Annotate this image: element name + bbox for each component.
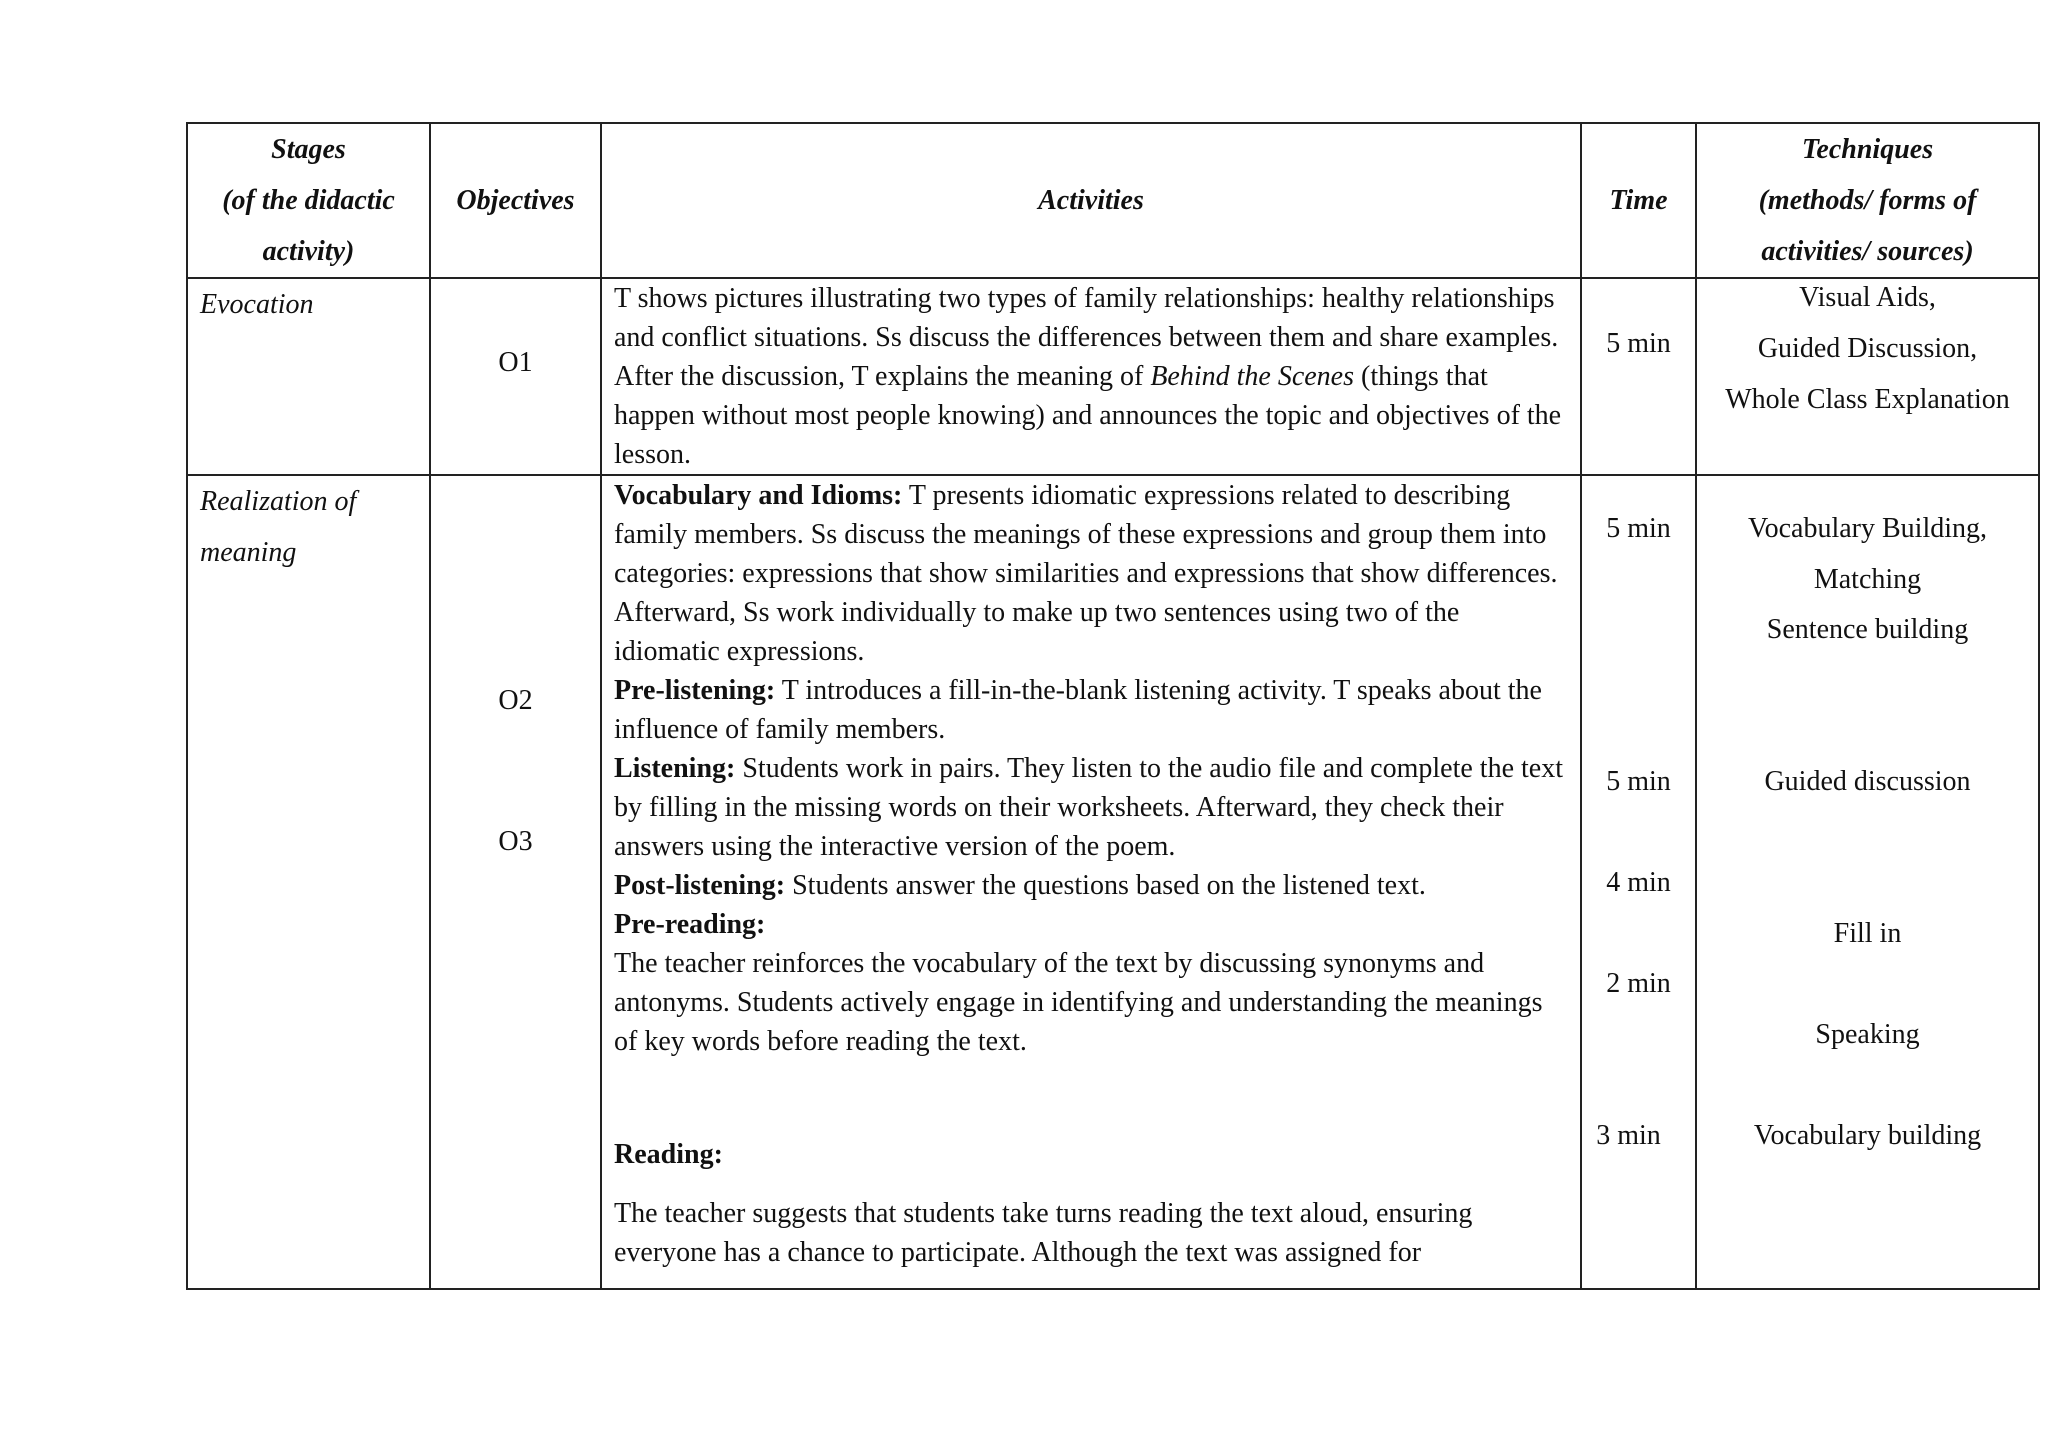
header-stages-line1: Stages	[271, 134, 346, 165]
activity-text: T presents idiomatic expressions related to describing family members. Ss discuss the meanings of these expressions and group them into categories: expressions that show similarities and expressions that show differences. Afterward, Ss work individually to make up two sentences using two of the idiomatic expressions.	[614, 480, 1558, 667]
stage-cell-evocation	[187, 278, 430, 475]
activity-heading: Listening:	[614, 753, 736, 784]
objective-cell-realization	[430, 475, 601, 1289]
technique-item: Guided discussion	[1764, 766, 1971, 797]
activity-text: Students answer the questions based on the listened text.	[785, 870, 1426, 901]
header-stages-line3: activity)	[262, 236, 355, 267]
activity-cell-evocation	[601, 278, 1581, 475]
activity-heading: Reading:	[614, 1139, 723, 1170]
objective-cell-evocation	[430, 278, 601, 475]
activity-prelistening	[614, 671, 1568, 749]
activity-prereading-heading	[614, 905, 1568, 944]
time-value: 5 min	[1606, 513, 1671, 544]
time-cell-realization	[1581, 475, 1696, 1289]
activity-text: (things that happen without most people knowing) and announces the topic and objectives of the lesson.	[614, 361, 1562, 470]
header-activities: Activities	[601, 123, 1581, 278]
lesson-plan-table	[186, 122, 2040, 1290]
objective-label: O3	[498, 826, 533, 857]
activity-listening	[614, 749, 1568, 866]
time-value: 5 min	[1606, 766, 1671, 797]
header-techniques	[1696, 123, 2039, 278]
objective-label: O1	[498, 347, 533, 378]
technique-item: Vocabulary Building,	[1747, 513, 1987, 544]
activity-postlistening	[614, 866, 1568, 905]
activity-heading: Post-listening:	[614, 870, 786, 901]
objective-label: O2	[498, 685, 533, 716]
technique-item: Visual Aids,	[1799, 282, 1936, 313]
header-techniques-line3: activities/ sources)	[1761, 236, 1974, 267]
table-row-evocation	[187, 278, 2039, 475]
stage-label: Evocation	[200, 289, 314, 320]
activity-reading: The teacher suggests that students take turns reading the text aloud, ensuring everyone has a chance to participate. Although the text was assigned for	[614, 1198, 1473, 1268]
stage-cell-realization	[187, 475, 430, 1289]
technique-item: Vocabulary building	[1753, 1120, 1982, 1151]
header-objectives: Objectives	[430, 123, 601, 278]
header-stages	[187, 123, 430, 278]
time-value: 4 min	[1606, 867, 1671, 898]
technique-item: Matching	[1813, 564, 1922, 595]
technique-item: Whole Class Explanation	[1725, 384, 2010, 415]
time-value: 5 min	[1606, 328, 1671, 359]
time-value: 2 min	[1606, 968, 1671, 999]
activity-heading: Pre-listening:	[614, 675, 776, 706]
stage-label-line1: Realization of	[200, 486, 357, 517]
activity-vocabulary	[614, 476, 1568, 671]
activity-heading: Vocabulary and Idioms:	[614, 480, 903, 511]
activity-prereading: The teacher reinforces the vocabulary of the text by discussing synonyms and antonyms. Students actively engage in identifying and understanding the meanings of key words before reading the text.	[614, 948, 1543, 1057]
technique-cell-evocation	[1696, 278, 2039, 475]
technique-item: Fill in	[1833, 918, 1902, 949]
stage-label-line2: meaning	[200, 537, 297, 568]
technique-item: Guided Discussion,	[1757, 333, 1978, 364]
header-techniques-line2: (methods/ forms of	[1758, 185, 1977, 216]
header-row	[187, 123, 2039, 278]
activity-paragraph	[614, 279, 1568, 474]
activity-text: T introduces a fill-in-the-blank listening activity. T speaks about the influence of family members.	[614, 675, 1542, 745]
technique-cell-realization	[1696, 475, 2039, 1289]
activity-reading-heading	[614, 1135, 1568, 1174]
activity-text: Students work in pairs. They listen to the audio file and complete the text by filling in the missing words on their worksheets. Afterward, they check their answers using the interactive version of the poem.	[614, 753, 1563, 862]
time-value: 3 min	[1596, 1120, 1661, 1151]
time-cell-evocation	[1581, 278, 1696, 475]
activity-cell-realization	[601, 475, 1581, 1289]
table-row-realization	[187, 475, 2039, 1289]
technique-item: Sentence building	[1766, 614, 1969, 645]
header-techniques-line1: Techniques	[1801, 134, 1934, 165]
activity-heading: Pre-reading:	[614, 909, 766, 940]
technique-item: Speaking	[1815, 1019, 1920, 1050]
activity-italic-term: Behind the Scenes	[1150, 361, 1355, 392]
header-stages-line2: (of the didactic	[222, 185, 395, 216]
activity-text: T shows pictures illustrating two types of family relationships: healthy relationships and conflict situations. Ss discuss the differences between them and share examples. After the discussion, T explains the meaning of	[614, 283, 1559, 392]
header-time: Time	[1581, 123, 1696, 278]
